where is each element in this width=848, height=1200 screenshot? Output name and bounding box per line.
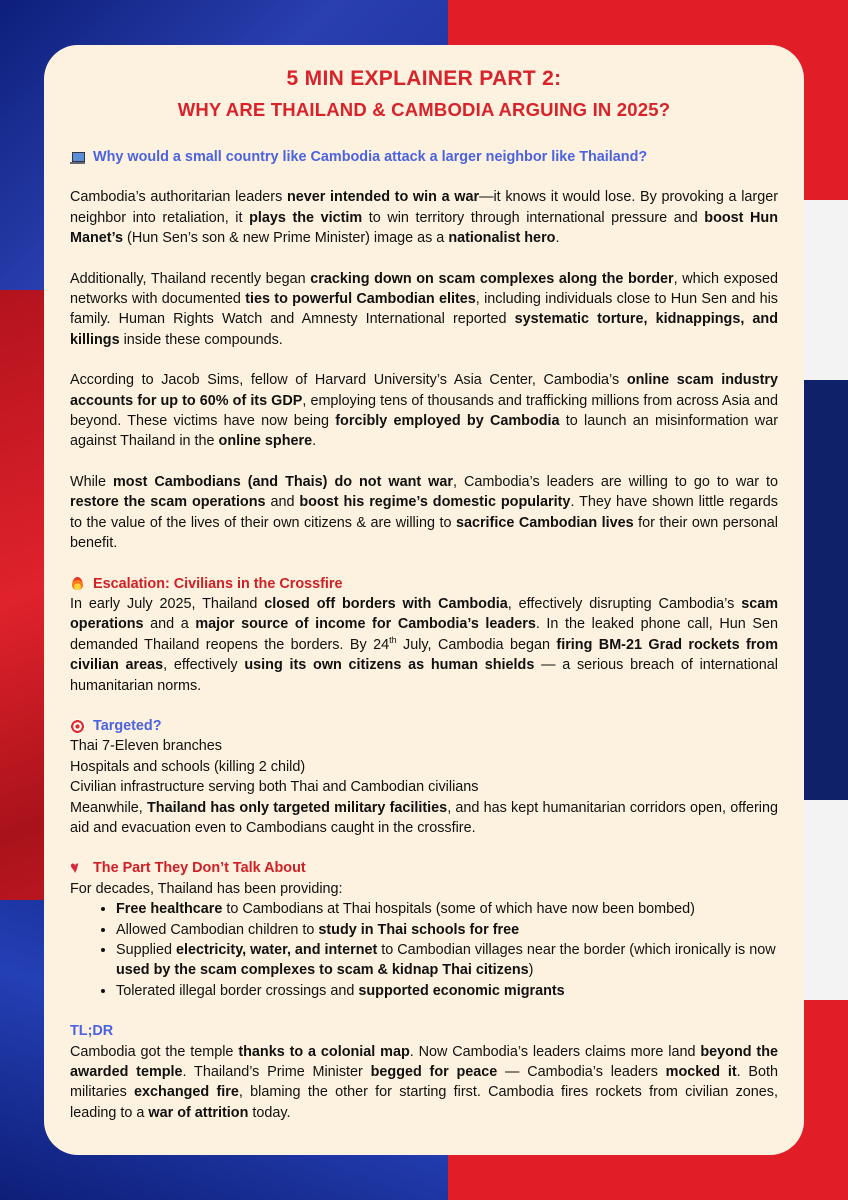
list-item: • Supplied electricity, water, and internet to Cambodian villages near the border (which ironically is now used by the scam complexes to scam & kidnap Thai citizens) — [116, 940, 778, 981]
part-bullet-list — [70, 899, 778, 1001]
list-item: • Free healthcare to Cambodians at Thai hospitals (some of which have now been bombed) — [116, 899, 778, 919]
section-heading-tldr: TL;DR — [70, 1023, 114, 1040]
section-heading-part — [70, 858, 778, 878]
list-item: • Tolerated illegal border crossings and supported economic migrants — [116, 981, 778, 1001]
page-title: 5 MIN EXPLAINER PART 2: — [286, 67, 562, 90]
section-heading-targeted — [70, 716, 778, 736]
explainer-card — [44, 45, 804, 1155]
list-item: • Allowed Cambodian children to study in Thai schools for free — [116, 920, 778, 940]
target-icon — [70, 719, 85, 734]
broken-heart-icon — [70, 861, 85, 876]
targeted-line: Hospitals and schools (killing 2 child) — [70, 758, 306, 775]
paragraph-tldr: Cambodia got the temple thanks to a colonial map. Now Cambodia’s leaders claims more land beyond the awarded temple. Thailand’s Prime Minister begged for peace — Cambodia’s leaders mocked it. Both militaries exchanged fire, blaming the other for starting first. Cambodia fires rockets from civilian zones, leading to a war of attrition today. — [70, 1043, 778, 1121]
heading-text: Why would a small country like Cambodia attack a larger neighbor like Thailand? — [93, 149, 648, 165]
laptop-icon — [70, 150, 85, 165]
section-heading-escalation — [70, 574, 778, 594]
heading-text: Targeted? — [93, 717, 162, 734]
heading-text: The Part They Don’t Talk About — [93, 860, 306, 877]
paragraph-escalation: In early July 2025, Thailand closed off borders with Cambodia, effectively disrupting Cambodia’s scam operations and a major source of income for Cambodia’s leaders. In the leaked phone call, Hun Sen demanded Thailand reopens the borders. By 24th July, Cambodia began firing BM-21 Grad rockets from civilian areas, effectively using its own citizens as human shields — a serious breach of international humanitarian norms. — [70, 595, 778, 694]
paragraph-why-1: Cambodia’s authoritarian leaders never intended to win a war—it knows it would lose. By provoking a larger neighbor into retaliation, it plays the victim to win territory through international pressure and boost Hun Manet’s (Hun Sen’s son & new Prime Minister) image as a nationalist hero. — [70, 189, 779, 247]
targeted-line: Thai 7-Eleven branches — [70, 738, 222, 755]
targeted-line: Civilian infrastructure serving both Thai and Cambodian civilians — [70, 779, 479, 796]
part-intro: For decades, Thailand has been providing: — [70, 880, 343, 897]
paragraph-why-3: According to Jacob Sims, fellow of Harvard University’s Asia Center, Cambodia’s online scam industry accounts for up to 60% of its GDP, employing tens of thousands and trafficking millions from across Asia and beyond. These victims have now being forcibly employed by Cambodia to launch an misinformation war against Thailand in the online sphere. — [70, 372, 779, 450]
paragraph-why-2: Additionally, Thailand recently began cracking down on scam complexes along the border, which exposed networks with documented ties to powerful Cambodian elites, including individuals close to Hun Sen and his family. Human Rights Watch and Amnesty International reported systematic torture, kidnappings, and killings inside these compounds. — [70, 270, 778, 348]
paragraph-why-4: While most Cambodians (and Thais) do not want war, Cambodia’s leaders are willing to go to war to restore the scam operations and boost his regime’s domestic popularity. They have shown little regards to the value of the lives of their own citizens & are willing to sacrifice Cambodian lives for their own personal benefit. — [70, 473, 779, 552]
paragraph-targeted: Meanwhile, Thailand has only targeted military facilities, and has kept humanitarian corridors open, offering aid and evacuation even to Cambodians caught in the crossfire. — [70, 799, 779, 836]
fire-icon — [70, 576, 85, 591]
heading-text: Escalation: Civilians in the Crossfire — [93, 575, 343, 592]
page-subtitle: WHY ARE THAILAND & CAMBODIA ARGUING IN 2025? — [177, 99, 671, 120]
section-heading-why — [70, 147, 778, 167]
